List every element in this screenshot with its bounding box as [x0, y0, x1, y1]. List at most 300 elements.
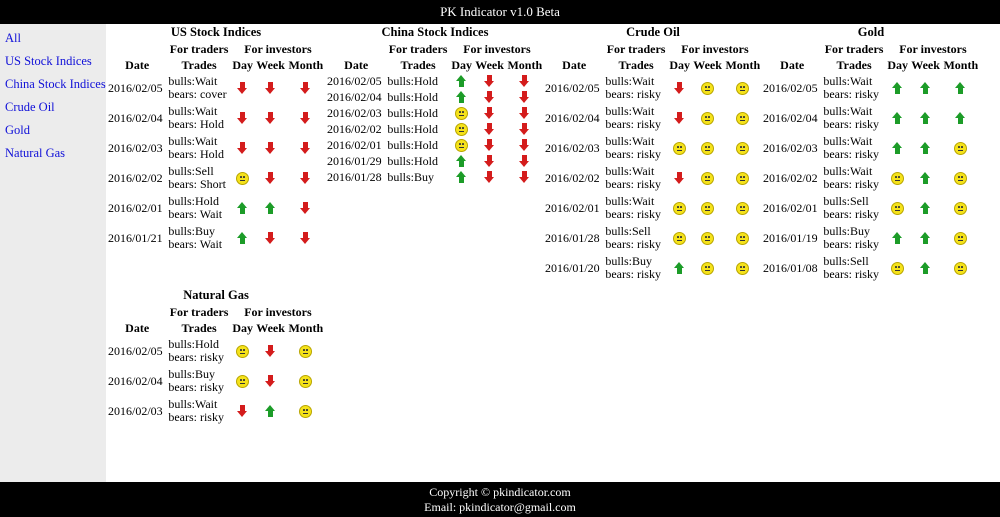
neutral-face-icon	[954, 142, 967, 155]
arrow-down-icon	[518, 123, 531, 136]
neutral-face-icon	[736, 172, 749, 185]
header-for-investors: For investors	[681, 42, 749, 56]
row-trades	[822, 223, 886, 253]
bulls-signal: bulls:Buy	[387, 169, 434, 184]
header-trades: Trades	[836, 58, 872, 72]
neutral-face-icon	[954, 202, 967, 215]
bulls-signal: bulls:Buy	[168, 367, 215, 381]
arrow-down-icon	[264, 82, 277, 95]
neutral-face-icon	[673, 232, 686, 245]
table-row	[107, 193, 325, 223]
row-trades	[167, 163, 231, 193]
bulls-signal: bulls:Wait	[168, 134, 218, 148]
bears-signal: bears: risky	[823, 237, 879, 251]
table-row	[326, 153, 544, 169]
arrow-up-icon	[264, 405, 277, 418]
table-row	[544, 163, 762, 193]
neutral-face-icon	[701, 202, 714, 215]
row-week-signal	[910, 253, 942, 283]
arrow-up-icon	[236, 202, 249, 215]
app-header	[0, 0, 1000, 24]
header-month: Month	[288, 321, 324, 335]
table-row	[544, 223, 762, 253]
row-day-signal	[886, 223, 910, 253]
bulls-signal: bulls:Sell	[605, 224, 651, 238]
row-trades	[167, 223, 231, 253]
arrow-down-icon	[483, 171, 496, 184]
neutral-face-icon	[954, 172, 967, 185]
row-date: 2016/02/03	[763, 140, 818, 155]
arrow-up-icon	[954, 82, 967, 95]
bears-signal: bears: risky	[823, 207, 879, 221]
arrow-down-icon	[483, 123, 496, 136]
row-week-signal	[692, 223, 724, 253]
row-week-signal	[692, 103, 724, 133]
row-month-signal	[287, 223, 325, 253]
row-day-signal	[231, 103, 255, 133]
row-month-signal	[287, 133, 325, 163]
table-row	[762, 223, 980, 253]
row-date: 2016/02/05	[545, 80, 600, 95]
row-trades	[386, 73, 450, 89]
bears-signal: bears: risky	[168, 380, 224, 394]
row-week-signal	[255, 133, 287, 163]
row-month-signal	[942, 73, 980, 103]
row-week-signal	[255, 396, 287, 426]
neutral-face-icon	[736, 262, 749, 275]
row-date: 2016/01/21	[108, 230, 163, 245]
bears-signal: bears: risky	[605, 207, 661, 221]
arrow-down-icon	[483, 139, 496, 152]
header-month: Month	[725, 58, 761, 72]
bulls-signal: bulls:Wait	[605, 74, 655, 88]
header-trades: Trades	[618, 58, 654, 72]
bears-signal: bears: cover	[168, 87, 227, 101]
arrow-up-icon	[919, 202, 932, 215]
arrow-up-icon	[891, 232, 904, 245]
bulls-signal: bulls:Wait	[168, 397, 218, 411]
row-week-signal	[255, 163, 287, 193]
row-date: 2016/01/28	[327, 169, 382, 184]
row-month-signal	[942, 103, 980, 133]
header-week: Week	[256, 58, 285, 72]
bulls-signal: bulls:Wait	[605, 164, 655, 178]
section-title: US Stock Indices	[170, 25, 262, 39]
row-month-signal	[506, 153, 544, 169]
section-gold	[762, 24, 980, 283]
row-day-signal	[886, 253, 910, 283]
arrow-down-icon	[299, 82, 312, 95]
neutral-face-icon	[299, 345, 312, 358]
table-row	[107, 133, 325, 163]
bulls-signal: bulls:Hold	[387, 89, 438, 104]
table-row	[762, 73, 980, 103]
header-trades: Trades	[400, 58, 436, 72]
bulls-signal: bulls:Wait	[823, 74, 873, 88]
neutral-face-icon	[736, 232, 749, 245]
row-date: 2016/02/02	[545, 170, 600, 185]
neutral-face-icon	[954, 232, 967, 245]
table-row	[326, 137, 544, 153]
row-week-signal	[255, 103, 287, 133]
arrow-down-icon	[518, 139, 531, 152]
app-title: PK Indicator v1.0 Beta	[440, 4, 560, 19]
row-week-signal	[692, 253, 724, 283]
bulls-signal: bulls:Wait	[823, 104, 873, 118]
bears-signal: bears: risky	[168, 410, 224, 424]
row-week-signal	[255, 366, 287, 396]
row-month-signal	[506, 73, 544, 89]
row-week-signal	[910, 103, 942, 133]
sidebar-link-natural-gas[interactable]: Natural Gas	[5, 146, 66, 160]
sidebar-link-all[interactable]: All	[5, 31, 21, 45]
header-date: Date	[780, 58, 805, 72]
neutral-face-icon	[736, 112, 749, 125]
bulls-signal: bulls:Wait	[605, 104, 655, 118]
row-week-signal	[255, 73, 287, 103]
copyright-text: Copyright © pkindicator.com	[429, 485, 571, 499]
header-week: Week	[693, 58, 722, 72]
bulls-signal: bulls:Wait	[605, 134, 655, 148]
row-month-signal	[724, 163, 762, 193]
bulls-signal: bulls:Hold	[168, 194, 219, 208]
bears-signal: bears: risky	[823, 87, 879, 101]
row-month-signal	[287, 396, 325, 426]
neutral-face-icon	[455, 107, 468, 120]
arrow-up-icon	[455, 171, 468, 184]
bulls-signal: bulls:Wait	[168, 74, 218, 88]
section-china-stock-indices	[326, 24, 544, 185]
section-title: Natural Gas	[183, 288, 249, 302]
header-trades: Trades	[181, 321, 217, 335]
row-date: 2016/02/02	[327, 121, 382, 136]
header-for-traders: For traders	[388, 42, 448, 56]
row-trades	[604, 133, 668, 163]
arrow-down-icon	[264, 172, 277, 185]
bulls-signal: bulls:Sell	[823, 254, 869, 268]
neutral-face-icon	[701, 142, 714, 155]
section-us-stock-indices	[107, 24, 325, 253]
indicator-table	[107, 304, 325, 426]
arrow-up-icon	[455, 155, 468, 168]
row-date: 2016/02/05	[108, 343, 163, 358]
row-month-signal	[724, 103, 762, 133]
row-date: 2016/02/03	[545, 140, 600, 155]
table-row	[326, 169, 544, 185]
row-month-signal	[287, 163, 325, 193]
arrow-down-icon	[518, 75, 531, 88]
bears-signal: bears: risky	[605, 147, 661, 161]
sidebar-link-crude-oil[interactable]: Crude Oil	[5, 100, 55, 114]
row-date: 2016/01/20	[545, 260, 600, 275]
arrow-down-icon	[673, 82, 686, 95]
table-row	[107, 163, 325, 193]
row-trades	[822, 253, 886, 283]
row-month-signal	[506, 89, 544, 105]
neutral-face-icon	[891, 172, 904, 185]
row-day-signal	[450, 153, 474, 169]
header-week: Week	[475, 58, 504, 72]
row-day-signal	[668, 73, 692, 103]
arrow-down-icon	[483, 75, 496, 88]
neutral-face-icon	[673, 202, 686, 215]
row-trades	[386, 169, 450, 185]
arrow-up-icon	[264, 202, 277, 215]
bulls-signal: bulls:Hold	[387, 73, 438, 88]
row-date: 2016/02/04	[763, 110, 818, 125]
table-row	[326, 121, 544, 137]
sidebar-link-gold[interactable]: Gold	[5, 123, 30, 137]
table-row	[107, 223, 325, 253]
arrow-up-icon	[919, 142, 932, 155]
indicator-table	[107, 41, 325, 253]
header-for-traders: For traders	[606, 42, 666, 56]
table-row	[107, 366, 325, 396]
arrow-down-icon	[299, 172, 312, 185]
section-title: Gold	[857, 25, 885, 39]
header-date: Date	[125, 58, 150, 72]
row-date: 2016/02/01	[545, 200, 600, 215]
row-trades	[167, 336, 231, 366]
row-date: 2016/02/03	[327, 105, 382, 120]
table-row	[107, 336, 325, 366]
bulls-signal: bulls:Hold	[387, 105, 438, 120]
row-week-signal	[474, 73, 506, 89]
arrow-down-icon	[264, 232, 277, 245]
row-month-signal	[724, 193, 762, 223]
row-day-signal	[668, 193, 692, 223]
arrow-up-icon	[919, 262, 932, 275]
arrow-down-icon	[264, 112, 277, 125]
neutral-face-icon	[891, 262, 904, 275]
bears-signal: bears: risky	[605, 87, 661, 101]
bulls-signal: bulls:Sell	[168, 164, 214, 178]
row-week-signal	[474, 121, 506, 137]
neutral-face-icon	[299, 405, 312, 418]
header-trades: Trades	[181, 58, 217, 72]
arrow-down-icon	[299, 202, 312, 215]
arrow-down-icon	[518, 171, 531, 184]
row-month-signal	[942, 193, 980, 223]
table-row	[544, 133, 762, 163]
neutral-face-icon	[455, 123, 468, 136]
row-month-signal	[506, 137, 544, 153]
table-row	[544, 253, 762, 283]
header-for-investors: For investors	[463, 42, 531, 56]
bulls-signal: bulls:Hold	[387, 121, 438, 136]
row-date: 2016/02/03	[108, 403, 163, 418]
header-spacer	[107, 304, 167, 320]
table-row	[762, 133, 980, 163]
arrow-down-icon	[236, 112, 249, 125]
header-for-investors: For investors	[899, 42, 967, 56]
arrow-up-icon	[455, 91, 468, 104]
row-day-signal	[231, 133, 255, 163]
header-day: Day	[232, 321, 254, 335]
neutral-face-icon	[455, 139, 468, 152]
row-month-signal	[506, 169, 544, 185]
header-week: Week	[911, 58, 940, 72]
arrow-down-icon	[518, 107, 531, 120]
neutral-face-icon	[736, 202, 749, 215]
row-week-signal	[692, 133, 724, 163]
row-month-signal	[942, 163, 980, 193]
header-date: Date	[562, 58, 587, 72]
row-day-signal	[668, 133, 692, 163]
header-for-investors: For investors	[244, 305, 312, 319]
row-day-signal	[886, 103, 910, 133]
bulls-signal: bulls:Wait	[823, 164, 873, 178]
indicator-table	[326, 41, 544, 185]
arrow-down-icon	[518, 155, 531, 168]
header-spacer	[544, 41, 604, 57]
row-week-signal	[474, 137, 506, 153]
arrow-down-icon	[518, 91, 531, 104]
bears-signal: bears: risky	[168, 350, 224, 364]
bears-signal: bears: Hold	[168, 117, 224, 131]
row-date: 2016/02/03	[108, 140, 163, 155]
header-spacer	[326, 41, 386, 57]
table-row	[544, 73, 762, 103]
row-week-signal	[910, 193, 942, 223]
row-day-signal	[886, 73, 910, 103]
bulls-signal: bulls:Hold	[168, 337, 219, 351]
row-day-signal	[231, 396, 255, 426]
row-week-signal	[474, 153, 506, 169]
arrow-down-icon	[236, 82, 249, 95]
bears-signal: bears: Wait	[168, 237, 223, 251]
bears-signal: bears: risky	[823, 147, 879, 161]
header-spacer	[762, 41, 822, 57]
row-trades	[822, 73, 886, 103]
row-date: 2016/01/28	[545, 230, 600, 245]
neutral-face-icon	[701, 172, 714, 185]
arrow-down-icon	[673, 172, 686, 185]
row-trades	[386, 153, 450, 169]
table-row	[762, 163, 980, 193]
neutral-face-icon	[891, 202, 904, 215]
header-month: Month	[507, 58, 543, 72]
row-day-signal	[668, 163, 692, 193]
row-date: 2016/02/01	[327, 137, 382, 152]
neutral-face-icon	[236, 345, 249, 358]
row-trades	[604, 163, 668, 193]
row-date: 2016/01/19	[763, 230, 818, 245]
row-day-signal	[668, 223, 692, 253]
row-trades	[604, 193, 668, 223]
table-row	[544, 193, 762, 223]
row-week-signal	[910, 223, 942, 253]
row-day-signal	[450, 121, 474, 137]
section-crude-oil	[544, 24, 762, 283]
header-month: Month	[288, 58, 324, 72]
arrow-up-icon	[919, 232, 932, 245]
row-day-signal	[450, 137, 474, 153]
table-row	[107, 73, 325, 103]
row-month-signal	[724, 223, 762, 253]
bulls-signal: bulls:Hold	[387, 153, 438, 168]
bulls-signal: bulls:Buy	[168, 224, 215, 238]
table-row	[762, 103, 980, 133]
row-day-signal	[231, 336, 255, 366]
row-trades	[822, 133, 886, 163]
header-day: Day	[451, 58, 473, 72]
arrow-down-icon	[299, 112, 312, 125]
arrow-down-icon	[236, 405, 249, 418]
bears-signal: bears: risky	[605, 237, 661, 251]
neutral-face-icon	[954, 262, 967, 275]
header-spacer	[107, 41, 167, 57]
table-row	[762, 253, 980, 283]
bulls-signal: bulls:Wait	[605, 194, 655, 208]
row-week-signal	[474, 169, 506, 185]
header-for-traders: For traders	[824, 42, 884, 56]
row-trades	[386, 137, 450, 153]
bulls-signal: bulls:Hold	[387, 137, 438, 152]
table-row	[762, 193, 980, 223]
row-day-signal	[231, 163, 255, 193]
bears-signal: bears: risky	[823, 177, 879, 191]
bears-signal: bears: risky	[605, 177, 661, 191]
sidebar	[0, 24, 106, 482]
row-week-signal	[692, 73, 724, 103]
row-day-signal	[886, 163, 910, 193]
row-month-signal	[287, 366, 325, 396]
neutral-face-icon	[736, 82, 749, 95]
row-date: 2016/01/29	[327, 153, 382, 168]
table-row	[107, 103, 325, 133]
sidebar-link-us-stock-indices[interactable]: US Stock Indices	[5, 54, 92, 68]
row-month-signal	[724, 73, 762, 103]
table-row	[544, 103, 762, 133]
row-trades	[822, 103, 886, 133]
neutral-face-icon	[701, 82, 714, 95]
row-week-signal	[474, 105, 506, 121]
row-trades	[167, 396, 231, 426]
row-week-signal	[910, 163, 942, 193]
row-day-signal	[231, 366, 255, 396]
table-row	[326, 73, 544, 89]
row-day-signal	[231, 193, 255, 223]
indicator-table	[544, 41, 762, 283]
row-day-signal	[231, 73, 255, 103]
row-trades	[167, 366, 231, 396]
bears-signal: bears: risky	[605, 267, 661, 281]
header-day: Day	[887, 58, 909, 72]
neutral-face-icon	[236, 375, 249, 388]
sidebar-link-china-stock-indices[interactable]: China Stock Indices	[5, 77, 106, 91]
table-row	[107, 396, 325, 426]
row-date: 2016/02/04	[108, 110, 163, 125]
arrow-up-icon	[919, 112, 932, 125]
neutral-face-icon	[701, 112, 714, 125]
row-trades	[167, 193, 231, 223]
row-day-signal	[450, 105, 474, 121]
header-for-investors: For investors	[244, 42, 312, 56]
contact-email: Email: pkindicator@gmail.com	[424, 500, 576, 514]
page-footer	[0, 482, 1000, 517]
row-date: 2016/02/04	[327, 89, 382, 104]
arrow-down-icon	[673, 112, 686, 125]
arrow-down-icon	[236, 142, 249, 155]
row-date: 2016/02/05	[327, 73, 382, 88]
row-day-signal	[886, 133, 910, 163]
row-trades	[386, 105, 450, 121]
bears-signal: bears: risky	[823, 117, 879, 131]
row-trades	[604, 253, 668, 283]
arrow-up-icon	[236, 232, 249, 245]
arrow-down-icon	[483, 107, 496, 120]
